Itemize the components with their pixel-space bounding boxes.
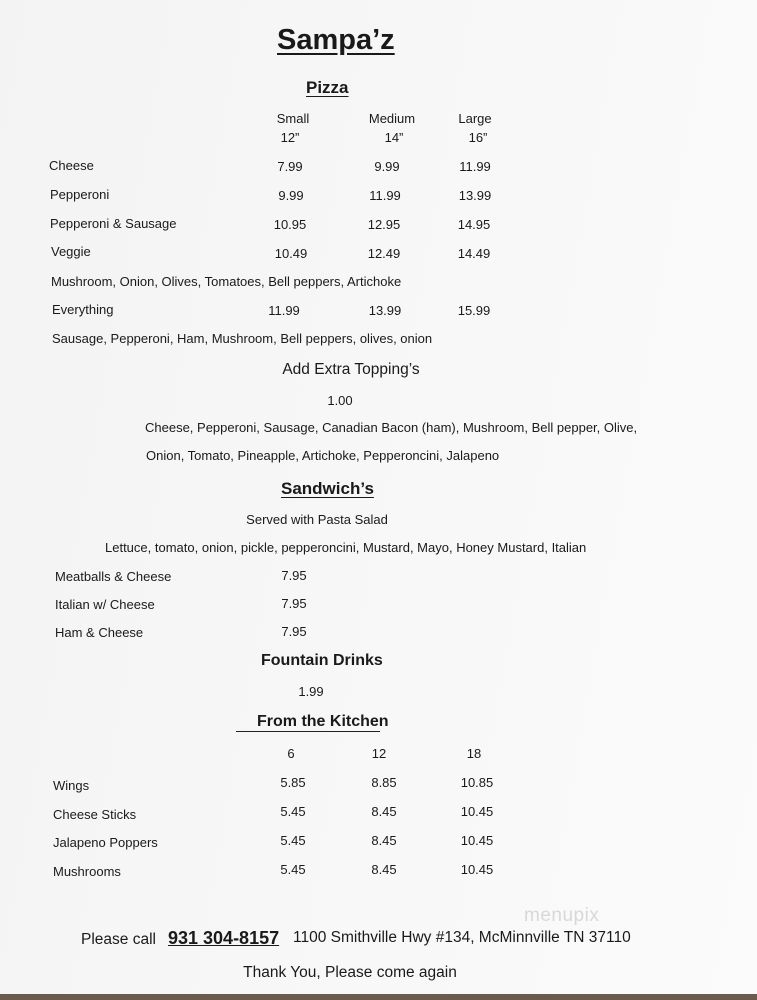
kitchen-price-12: 8.45 — [371, 862, 397, 877]
kitchen-price-18: 10.45 — [460, 804, 494, 819]
pizza-price-medium: 12.95 — [367, 217, 401, 232]
sandwich-served-note: Served with Pasta Salad — [246, 512, 388, 527]
menupix-watermark: menupix — [524, 905, 600, 926]
pizza-item-description: Mushroom, Onion, Olives, Tomatoes, Bell peppers, Artichoke — [51, 274, 402, 289]
kitchen-price-18: 10.85 — [460, 775, 494, 790]
footer-thanks: Thank You, Please come again — [243, 964, 457, 981]
pizza-item-description: Sausage, Pepperoni, Ham, Mushroom, Bell peppers, olives, onion — [52, 331, 433, 346]
kitchen-price-12: 8.45 — [371, 804, 397, 819]
pizza-price-small: 10.95 — [273, 217, 307, 232]
kitchen-heading-underline — [236, 731, 380, 732]
size-large-inches: 16” — [468, 130, 488, 145]
pizza-item-name: Everything — [52, 302, 114, 317]
pizza-price-small: 9.99 — [278, 188, 304, 203]
size-small-label: Small — [276, 111, 310, 126]
pizza-price-large: 15.99 — [457, 303, 491, 318]
footer-please-call: Please call — [81, 931, 156, 948]
pizza-item-name: Veggie — [51, 244, 91, 259]
pizza-price-medium: 9.99 — [374, 159, 400, 174]
kitchen-price-18: 10.45 — [460, 862, 494, 877]
size-small-inches: 12” — [280, 130, 300, 145]
sandwich-heading: Sandwich’s — [281, 479, 374, 498]
extra-topping-list: Cheese, Pepperoni, Sausage, Canadian Bacon (ham), Mushroom, Bell pepper, Olive, — [145, 420, 638, 435]
size-medium-inches: 14” — [384, 130, 404, 145]
kitchen-price-6: 5.85 — [280, 775, 306, 790]
phone-number-link[interactable]: 931 304-8157 — [168, 928, 280, 948]
extra-topping-heading: Add Extra Topping’s — [282, 361, 420, 378]
table-edge-strip — [0, 994, 757, 1000]
sandwich-item-price: 7.95 — [281, 624, 307, 639]
kitchen-price-12: 8.85 — [371, 775, 397, 790]
kitchen-price-12: 8.45 — [371, 833, 397, 848]
pizza-price-large: 14.95 — [457, 217, 491, 232]
pizza-price-medium: 13.99 — [368, 303, 402, 318]
kitchen-price-6: 5.45 — [280, 862, 306, 877]
sandwich-item-name: Ham & Cheese — [55, 625, 144, 640]
pizza-price-medium: 12.49 — [367, 246, 401, 261]
pizza-price-large: 11.99 — [459, 159, 491, 174]
pizza-item-name: Cheese — [49, 158, 94, 173]
kitchen-heading: From the Kitchen — [257, 713, 389, 730]
pizza-heading: Pizza — [306, 78, 349, 97]
sandwich-item-price: 7.95 — [281, 568, 307, 583]
pizza-item-name: Pepperoni — [50, 187, 110, 202]
kitchen-item-name: Mushrooms — [53, 864, 121, 879]
pizza-price-medium: 11.99 — [369, 188, 401, 203]
sandwich-item-name: Italian w/ Cheese — [55, 597, 155, 612]
restaurant-title: Sampa’z — [277, 24, 395, 56]
sandwich-toppings: Lettuce, tomato, onion, pickle, pepperoncini, Mustard, Mayo, Honey Mustard, Italian — [105, 540, 587, 555]
kitchen-price-6: 5.45 — [280, 804, 306, 819]
kitchen-count: 6 — [287, 746, 295, 761]
kitchen-price-6: 5.45 — [280, 833, 306, 848]
sandwich-item-price: 7.95 — [281, 596, 307, 611]
pizza-price-small: 7.99 — [277, 159, 303, 174]
fountain-drinks-heading: Fountain Drinks — [261, 652, 383, 669]
fountain-drinks-price: 1.99 — [298, 684, 324, 699]
footer-address: 1100 Smithville Hwy #134, McMinnville TN 37110 — [293, 929, 631, 946]
pizza-price-small: 11.99 — [268, 303, 300, 318]
sandwich-item-name: Meatballs & Cheese — [55, 569, 172, 584]
kitchen-item-name: Cheese Sticks — [53, 807, 137, 822]
kitchen-count: 18 — [466, 746, 482, 761]
pizza-price-small: 10.49 — [274, 246, 308, 261]
kitchen-item-name: Jalapeno Poppers — [53, 835, 158, 850]
kitchen-item-name: Wings — [53, 778, 90, 793]
pizza-item-name: Pepperoni & Sausage — [50, 216, 177, 231]
pizza-price-large: 14.49 — [457, 246, 491, 261]
kitchen-price-18: 10.45 — [460, 833, 494, 848]
pizza-price-large: 13.99 — [458, 188, 492, 203]
extra-topping-list: Onion, Tomato, Pineapple, Artichoke, Pepperoncini, Jalapeno — [146, 448, 500, 463]
size-large-label: Large — [458, 111, 492, 126]
size-medium-label: Medium — [368, 111, 416, 126]
extra-topping-price: 1.00 — [327, 393, 353, 408]
kitchen-count: 12 — [371, 746, 387, 761]
